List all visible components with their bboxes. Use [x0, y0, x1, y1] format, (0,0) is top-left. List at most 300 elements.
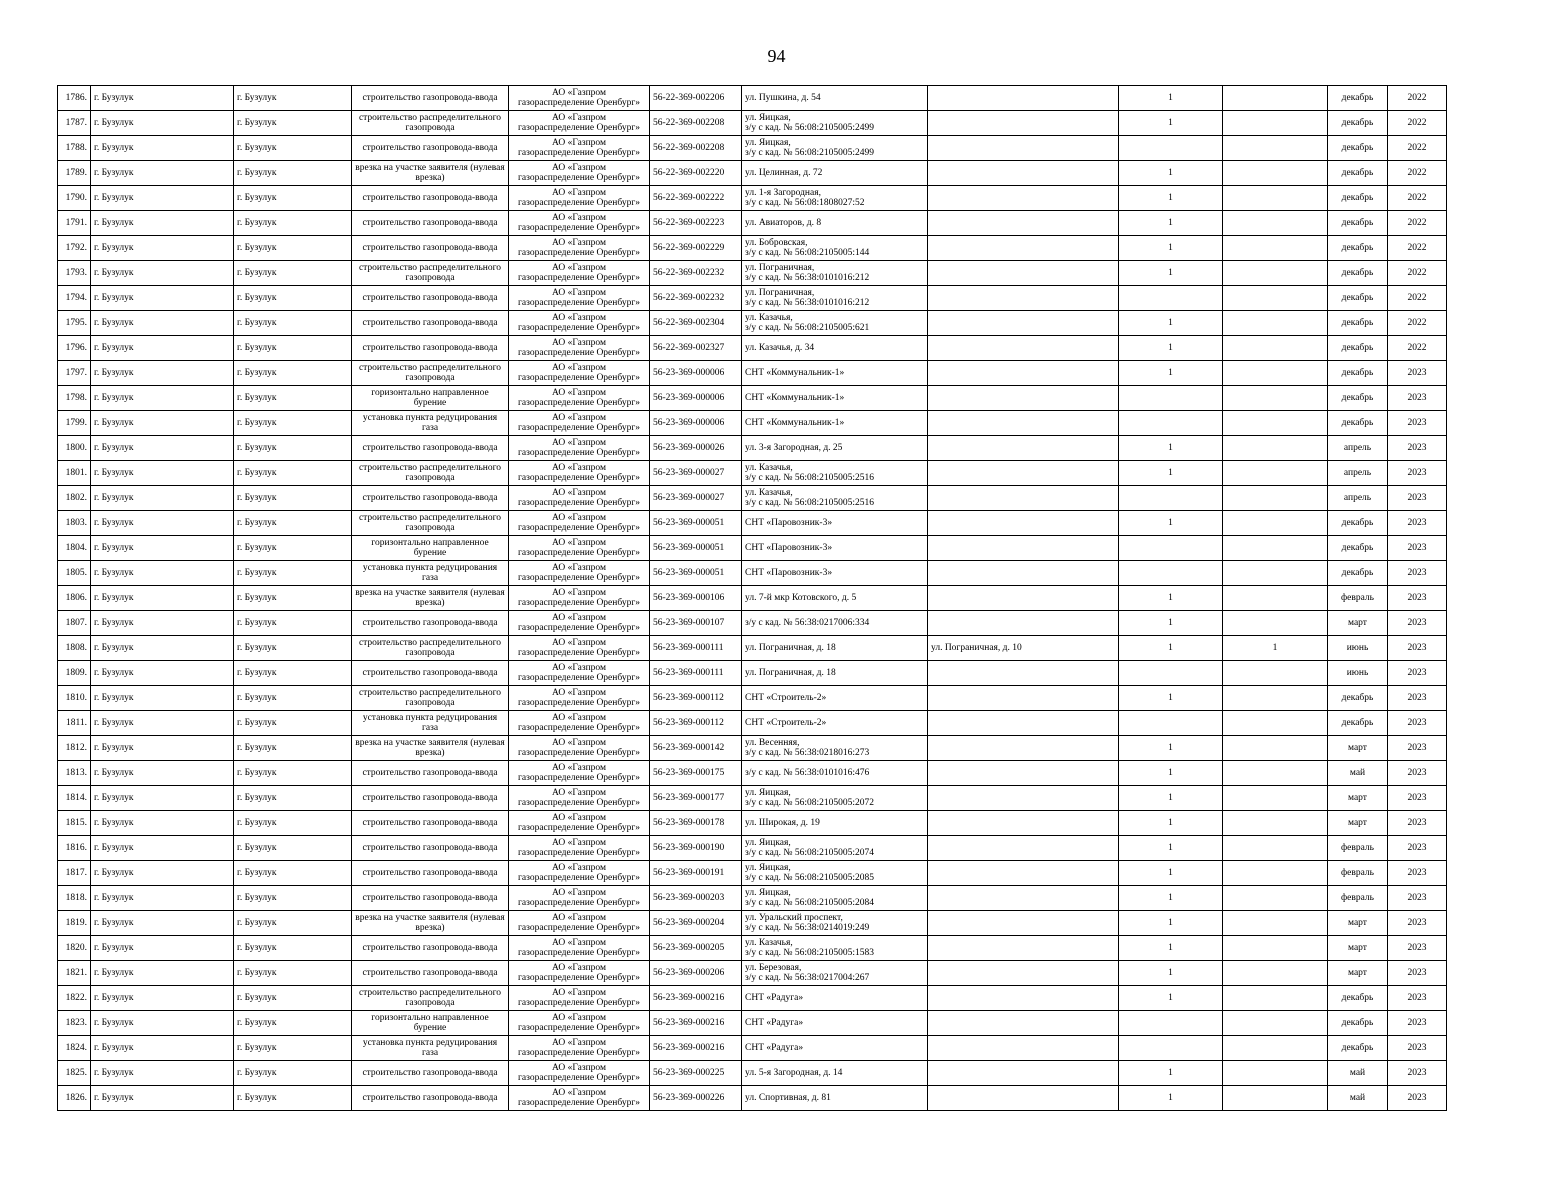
cell-month: февраль	[1328, 836, 1388, 861]
cell-settlement: г. Бузулук	[234, 736, 352, 761]
cell-year: 2022	[1388, 161, 1447, 186]
cell-month: декабрь	[1328, 986, 1388, 1011]
cell-application-number: 56-23-369-000178	[650, 811, 742, 836]
cell-settlement: г. Бузулук	[234, 911, 352, 936]
cell-municipality: г. Бузулук	[91, 861, 234, 886]
cell-settlement: г. Бузулук	[234, 461, 352, 486]
cell-organization: АО «Газпром газораспределение Оренбург»	[509, 936, 650, 961]
cell-quantity-b	[1223, 86, 1328, 111]
cell-quantity-b	[1223, 811, 1328, 836]
cell-quantity-a: 1	[1119, 836, 1223, 861]
cell-settlement: г. Бузулук	[234, 161, 352, 186]
cell-year: 2022	[1388, 336, 1447, 361]
table-row	[58, 436, 1447, 461]
cell-municipality: г. Бузулук	[91, 486, 234, 511]
cell-municipality: г. Бузулук	[91, 186, 234, 211]
cell-quantity-b	[1223, 511, 1328, 536]
cell-object-address: ул. 5-я Загородная, д. 14	[742, 1061, 928, 1086]
cell-quantity-a: 1	[1119, 586, 1223, 611]
cell-settlement: г. Бузулук	[234, 986, 352, 1011]
cell-quantity-b	[1223, 736, 1328, 761]
cell-year: 2023	[1388, 536, 1447, 561]
cell-object-address: ул. Весенняя, з/у с кад. № 56:38:0218016:273	[742, 736, 928, 761]
cell-quantity-a: 1	[1119, 786, 1223, 811]
cell-organization: АО «Газпром газораспределение Оренбург»	[509, 686, 650, 711]
cell-work-type: строительство газопровода-ввода	[352, 786, 509, 811]
cell-quantity-a	[1119, 536, 1223, 561]
cell-organization: АО «Газпром газораспределение Оренбург»	[509, 911, 650, 936]
table-row	[58, 86, 1447, 111]
table-row	[58, 711, 1447, 736]
cell-settlement: г. Бузулук	[234, 586, 352, 611]
cell-quantity-b	[1223, 1011, 1328, 1036]
table-row	[58, 686, 1447, 711]
cell-work-type: установка пункта редуцирования газа	[352, 1036, 509, 1061]
cell-settlement: г. Бузулук	[234, 686, 352, 711]
cell-work-type: врезка на участке заявителя (нулевая врезка)	[352, 736, 509, 761]
cell-work-type: строительство газопровода-ввода	[352, 211, 509, 236]
cell-object-address: ул. Яицкая, з/у с кад. № 56:08:2105005:2072	[742, 786, 928, 811]
cell-work-type: строительство распределительного газопровода	[352, 461, 509, 486]
cell-quantity-b	[1223, 336, 1328, 361]
cell-object-address: ул. Казачья, д. 34	[742, 336, 928, 361]
cell-organization: АО «Газпром газораспределение Оренбург»	[509, 436, 650, 461]
cell-additional-address	[928, 786, 1119, 811]
cell-settlement: г. Бузулук	[234, 386, 352, 411]
cell-additional-address	[928, 436, 1119, 461]
cell-additional-address	[928, 836, 1119, 861]
table-row	[58, 136, 1447, 161]
cell-additional-address	[928, 986, 1119, 1011]
cell-row-number: 1818.	[58, 886, 91, 911]
cell-object-address: СНТ «Паровозник-3»	[742, 511, 928, 536]
cell-month: декабрь	[1328, 711, 1388, 736]
cell-application-number: 56-22-369-002208	[650, 111, 742, 136]
cell-quantity-b	[1223, 411, 1328, 436]
cell-organization: АО «Газпром газораспределение Оренбург»	[509, 361, 650, 386]
table-row	[58, 1086, 1447, 1111]
table-row	[58, 811, 1447, 836]
cell-application-number: 56-23-369-000006	[650, 386, 742, 411]
cell-application-number: 56-23-369-000190	[650, 836, 742, 861]
cell-settlement: г. Бузулук	[234, 436, 352, 461]
table-row	[58, 1036, 1447, 1061]
table-row	[58, 1061, 1447, 1086]
cell-municipality: г. Бузулук	[91, 711, 234, 736]
table-body	[58, 86, 1447, 1111]
cell-application-number: 56-23-369-000027	[650, 461, 742, 486]
cell-object-address: ул. Спортивная, д. 81	[742, 1086, 928, 1111]
cell-object-address: ул. Яицкая, з/у с кад. № 56:08:2105005:2074	[742, 836, 928, 861]
cell-additional-address	[928, 586, 1119, 611]
cell-organization: АО «Газпром газораспределение Оренбург»	[509, 736, 650, 761]
cell-row-number: 1814.	[58, 786, 91, 811]
cell-application-number: 56-22-369-002208	[650, 136, 742, 161]
table-row	[58, 111, 1447, 136]
cell-quantity-b	[1223, 786, 1328, 811]
cell-year: 2023	[1388, 1036, 1447, 1061]
cell-additional-address	[928, 1011, 1119, 1036]
cell-organization: АО «Газпром газораспределение Оренбург»	[509, 1036, 650, 1061]
cell-row-number: 1796.	[58, 336, 91, 361]
table-row	[58, 536, 1447, 561]
cell-work-type: строительство газопровода-ввода	[352, 961, 509, 986]
cell-row-number: 1803.	[58, 511, 91, 536]
cell-municipality: г. Бузулук	[91, 811, 234, 836]
cell-object-address: ул. 1-я Загородная, з/у с кад. № 56:08:1808027:52	[742, 186, 928, 211]
cell-municipality: г. Бузулук	[91, 111, 234, 136]
cell-year: 2023	[1388, 986, 1447, 1011]
cell-organization: АО «Газпром газораспределение Оренбург»	[509, 711, 650, 736]
cell-object-address: СНТ «Паровозник-3»	[742, 561, 928, 586]
cell-month: декабрь	[1328, 286, 1388, 311]
cell-additional-address	[928, 461, 1119, 486]
cell-quantity-b	[1223, 111, 1328, 136]
cell-application-number: 56-23-369-000051	[650, 536, 742, 561]
cell-work-type: строительство газопровода-ввода	[352, 761, 509, 786]
table-row	[58, 411, 1447, 436]
cell-application-number: 56-23-369-000216	[650, 1036, 742, 1061]
cell-municipality: г. Бузулук	[91, 786, 234, 811]
cell-work-type: врезка на участке заявителя (нулевая врезка)	[352, 911, 509, 936]
cell-row-number: 1804.	[58, 536, 91, 561]
cell-additional-address	[928, 261, 1119, 286]
cell-row-number: 1787.	[58, 111, 91, 136]
cell-work-type: горизонтально направленное бурение	[352, 1011, 509, 1036]
cell-month: декабрь	[1328, 561, 1388, 586]
cell-row-number: 1794.	[58, 286, 91, 311]
cell-quantity-b	[1223, 961, 1328, 986]
cell-object-address: ул. Яицкая, з/у с кад. № 56:08:2105005:2499	[742, 111, 928, 136]
cell-organization: АО «Газпром газораспределение Оренбург»	[509, 1011, 650, 1036]
table-row	[58, 761, 1447, 786]
cell-additional-address	[928, 686, 1119, 711]
cell-quantity-a: 1	[1119, 1061, 1223, 1086]
cell-work-type: врезка на участке заявителя (нулевая врезка)	[352, 586, 509, 611]
cell-organization: АО «Газпром газораспределение Оренбург»	[509, 886, 650, 911]
cell-object-address: ул. Бобровская, з/у с кад. № 56:08:2105005:144	[742, 236, 928, 261]
cell-quantity-a: 1	[1119, 236, 1223, 261]
cell-month: май	[1328, 761, 1388, 786]
cell-work-type: строительство газопровода-ввода	[352, 811, 509, 836]
cell-settlement: г. Бузулук	[234, 111, 352, 136]
cell-row-number: 1824.	[58, 1036, 91, 1061]
cell-quantity-b	[1223, 586, 1328, 611]
cell-month: февраль	[1328, 586, 1388, 611]
cell-municipality: г. Бузулук	[91, 961, 234, 986]
cell-organization: АО «Газпром газораспределение Оренбург»	[509, 136, 650, 161]
cell-year: 2022	[1388, 286, 1447, 311]
cell-year: 2023	[1388, 711, 1447, 736]
cell-additional-address	[928, 211, 1119, 236]
cell-quantity-a: 1	[1119, 761, 1223, 786]
cell-quantity-b	[1223, 186, 1328, 211]
cell-settlement: г. Бузулук	[234, 1011, 352, 1036]
cell-organization: АО «Газпром газораспределение Оренбург»	[509, 86, 650, 111]
cell-organization: АО «Газпром газораспределение Оренбург»	[509, 811, 650, 836]
cell-year: 2022	[1388, 311, 1447, 336]
cell-application-number: 56-22-369-002222	[650, 186, 742, 211]
cell-quantity-a: 1	[1119, 686, 1223, 711]
cell-settlement: г. Бузулук	[234, 261, 352, 286]
cell-year: 2022	[1388, 86, 1447, 111]
cell-month: март	[1328, 736, 1388, 761]
cell-work-type: строительство распределительного газопровода	[352, 636, 509, 661]
cell-month: декабрь	[1328, 161, 1388, 186]
cell-object-address: СНТ «Паровозник-3»	[742, 536, 928, 561]
cell-settlement: г. Бузулук	[234, 711, 352, 736]
cell-object-address: ул. Яицкая, з/у с кад. № 56:08:2105005:2499	[742, 136, 928, 161]
cell-month: декабрь	[1328, 686, 1388, 711]
cell-row-number: 1817.	[58, 861, 91, 886]
cell-settlement: г. Бузулук	[234, 486, 352, 511]
cell-additional-address	[928, 561, 1119, 586]
cell-row-number: 1786.	[58, 86, 91, 111]
cell-work-type: строительство распределительного газопровода	[352, 361, 509, 386]
cell-quantity-a: 1	[1119, 986, 1223, 1011]
cell-month: декабрь	[1328, 361, 1388, 386]
cell-month: май	[1328, 1061, 1388, 1086]
cell-work-type: строительство распределительного газопровода	[352, 511, 509, 536]
cell-organization: АО «Газпром газораспределение Оренбург»	[509, 461, 650, 486]
cell-quantity-b	[1223, 661, 1328, 686]
cell-work-type: установка пункта редуцирования газа	[352, 561, 509, 586]
cell-additional-address	[928, 936, 1119, 961]
cell-year: 2023	[1388, 511, 1447, 536]
cell-settlement: г. Бузулук	[234, 1061, 352, 1086]
cell-settlement: г. Бузулук	[234, 1086, 352, 1111]
cell-quantity-b	[1223, 486, 1328, 511]
table-row	[58, 736, 1447, 761]
cell-municipality: г. Бузулук	[91, 361, 234, 386]
cell-organization: АО «Газпром газораспределение Оренбург»	[509, 186, 650, 211]
cell-settlement: г. Бузулук	[234, 811, 352, 836]
cell-municipality: г. Бузулук	[91, 986, 234, 1011]
cell-quantity-b	[1223, 286, 1328, 311]
cell-settlement: г. Бузулук	[234, 86, 352, 111]
cell-year: 2023	[1388, 961, 1447, 986]
cell-year: 2023	[1388, 486, 1447, 511]
cell-additional-address	[928, 861, 1119, 886]
cell-year: 2022	[1388, 111, 1447, 136]
cell-year: 2023	[1388, 386, 1447, 411]
table-row	[58, 586, 1447, 611]
cell-municipality: г. Бузулук	[91, 236, 234, 261]
cell-quantity-a: 1	[1119, 111, 1223, 136]
cell-application-number: 56-23-369-000225	[650, 1061, 742, 1086]
cell-month: декабрь	[1328, 1036, 1388, 1061]
cell-work-type: строительство газопровода-ввода	[352, 1061, 509, 1086]
cell-application-number: 56-22-369-002232	[650, 286, 742, 311]
cell-year: 2022	[1388, 211, 1447, 236]
cell-settlement: г. Бузулук	[234, 661, 352, 686]
table-row	[58, 611, 1447, 636]
cell-additional-address	[928, 911, 1119, 936]
cell-month: апрель	[1328, 461, 1388, 486]
cell-municipality: г. Бузулук	[91, 86, 234, 111]
cell-object-address: ул. Казачья, з/у с кад. № 56:08:2105005:1583	[742, 936, 928, 961]
cell-settlement: г. Бузулук	[234, 936, 352, 961]
cell-year: 2023	[1388, 686, 1447, 711]
cell-row-number: 1809.	[58, 661, 91, 686]
cell-month: декабрь	[1328, 186, 1388, 211]
cell-additional-address	[928, 961, 1119, 986]
cell-work-type: строительство газопровода-ввода	[352, 1086, 509, 1111]
table-row	[58, 511, 1447, 536]
cell-month: декабрь	[1328, 211, 1388, 236]
table-row	[58, 361, 1447, 386]
cell-municipality: г. Бузулук	[91, 611, 234, 636]
cell-application-number: 56-23-369-000006	[650, 361, 742, 386]
cell-application-number: 56-23-369-000112	[650, 686, 742, 711]
cell-quantity-b	[1223, 261, 1328, 286]
cell-work-type: строительство газопровода-ввода	[352, 886, 509, 911]
cell-work-type: строительство газопровода-ввода	[352, 486, 509, 511]
cell-settlement: г. Бузулук	[234, 636, 352, 661]
cell-work-type: строительство газопровода-ввода	[352, 86, 509, 111]
cell-application-number: 56-23-369-000106	[650, 586, 742, 611]
cell-quantity-a	[1119, 286, 1223, 311]
cell-municipality: г. Бузулук	[91, 886, 234, 911]
cell-municipality: г. Бузулук	[91, 586, 234, 611]
cell-quantity-a	[1119, 711, 1223, 736]
cell-year: 2022	[1388, 136, 1447, 161]
cell-organization: АО «Газпром газораспределение Оренбург»	[509, 386, 650, 411]
cell-work-type: строительство распределительного газопровода	[352, 111, 509, 136]
table-row	[58, 561, 1447, 586]
cell-quantity-b	[1223, 836, 1328, 861]
cell-municipality: г. Бузулук	[91, 261, 234, 286]
cell-row-number: 1791.	[58, 211, 91, 236]
cell-month: декабрь	[1328, 111, 1388, 136]
cell-additional-address	[928, 236, 1119, 261]
cell-quantity-a: 1	[1119, 86, 1223, 111]
cell-month: май	[1328, 1086, 1388, 1111]
cell-municipality: г. Бузулук	[91, 1086, 234, 1111]
cell-row-number: 1819.	[58, 911, 91, 936]
cell-quantity-b	[1223, 311, 1328, 336]
cell-additional-address	[928, 311, 1119, 336]
cell-work-type: строительство газопровода-ввода	[352, 936, 509, 961]
cell-settlement: г. Бузулук	[234, 861, 352, 886]
cell-work-type: строительство газопровода-ввода	[352, 836, 509, 861]
cell-year: 2023	[1388, 1061, 1447, 1086]
cell-organization: АО «Газпром газораспределение Оренбург»	[509, 161, 650, 186]
cell-quantity-a	[1119, 386, 1223, 411]
cell-municipality: г. Бузулук	[91, 686, 234, 711]
cell-month: март	[1328, 936, 1388, 961]
table-row	[58, 211, 1447, 236]
cell-month: декабрь	[1328, 386, 1388, 411]
cell-application-number: 56-23-369-000142	[650, 736, 742, 761]
cell-month: март	[1328, 786, 1388, 811]
cell-organization: АО «Газпром газораспределение Оренбург»	[509, 1086, 650, 1111]
cell-settlement: г. Бузулук	[234, 836, 352, 861]
cell-application-number: 56-23-369-000205	[650, 936, 742, 961]
cell-organization: АО «Газпром газораспределение Оренбург»	[509, 836, 650, 861]
page-number: 94	[767, 46, 786, 66]
cell-municipality: г. Бузулук	[91, 286, 234, 311]
cell-municipality: г. Бузулук	[91, 311, 234, 336]
cell-row-number: 1806.	[58, 586, 91, 611]
cell-additional-address	[928, 736, 1119, 761]
cell-year: 2022	[1388, 186, 1447, 211]
cell-year: 2023	[1388, 811, 1447, 836]
cell-application-number: 56-22-369-002229	[650, 236, 742, 261]
cell-row-number: 1816.	[58, 836, 91, 861]
cell-settlement: г. Бузулук	[234, 1036, 352, 1061]
cell-work-type: установка пункта редуцирования газа	[352, 711, 509, 736]
table-row	[58, 786, 1447, 811]
cell-settlement: г. Бузулук	[234, 311, 352, 336]
cell-month: декабрь	[1328, 236, 1388, 261]
cell-settlement: г. Бузулук	[234, 961, 352, 986]
cell-settlement: г. Бузулук	[234, 536, 352, 561]
cell-additional-address	[928, 1061, 1119, 1086]
cell-settlement: г. Бузулук	[234, 336, 352, 361]
cell-month: декабрь	[1328, 511, 1388, 536]
cell-additional-address	[928, 1086, 1119, 1111]
cell-quantity-a: 1	[1119, 511, 1223, 536]
cell-organization: АО «Газпром газораспределение Оренбург»	[509, 411, 650, 436]
cell-row-number: 1820.	[58, 936, 91, 961]
cell-quantity-a: 1	[1119, 886, 1223, 911]
cell-work-type: строительство газопровода-ввода	[352, 136, 509, 161]
cell-quantity-b	[1223, 436, 1328, 461]
cell-settlement: г. Бузулук	[234, 411, 352, 436]
table-row	[58, 836, 1447, 861]
cell-object-address: СНТ «Строитель-2»	[742, 711, 928, 736]
cell-work-type: строительство газопровода-ввода	[352, 661, 509, 686]
cell-object-address: СНТ «Радуга»	[742, 1036, 928, 1061]
cell-row-number: 1793.	[58, 261, 91, 286]
cell-additional-address	[928, 186, 1119, 211]
cell-organization: АО «Газпром газораспределение Оренбург»	[509, 536, 650, 561]
table-row	[58, 236, 1447, 261]
table-row	[58, 461, 1447, 486]
cell-quantity-a	[1119, 561, 1223, 586]
cell-month: март	[1328, 811, 1388, 836]
cell-organization: АО «Газпром газораспределение Оренбург»	[509, 786, 650, 811]
cell-settlement: г. Бузулук	[234, 211, 352, 236]
cell-organization: АО «Газпром газораспределение Оренбург»	[509, 861, 650, 886]
cell-row-number: 1823.	[58, 1011, 91, 1036]
cell-quantity-b	[1223, 536, 1328, 561]
cell-municipality: г. Бузулук	[91, 561, 234, 586]
cell-additional-address	[928, 611, 1119, 636]
cell-settlement: г. Бузулук	[234, 186, 352, 211]
cell-municipality: г. Бузулук	[91, 936, 234, 961]
cell-month: март	[1328, 961, 1388, 986]
cell-quantity-b	[1223, 611, 1328, 636]
cell-application-number: 56-22-369-002304	[650, 311, 742, 336]
cell-row-number: 1798.	[58, 386, 91, 411]
cell-organization: АО «Газпром газораспределение Оренбург»	[509, 636, 650, 661]
table-row	[58, 861, 1447, 886]
cell-application-number: 56-23-369-000203	[650, 886, 742, 911]
cell-quantity-b	[1223, 936, 1328, 961]
cell-quantity-a: 1	[1119, 336, 1223, 361]
cell-quantity-a: 1	[1119, 611, 1223, 636]
table-row	[58, 961, 1447, 986]
cell-quantity-b	[1223, 1086, 1328, 1111]
table-row	[58, 1011, 1447, 1036]
cell-object-address: ул. Пограничная, д. 18	[742, 636, 928, 661]
cell-settlement: г. Бузулук	[234, 561, 352, 586]
cell-additional-address	[928, 86, 1119, 111]
table-row	[58, 186, 1447, 211]
cell-quantity-a: 1	[1119, 361, 1223, 386]
